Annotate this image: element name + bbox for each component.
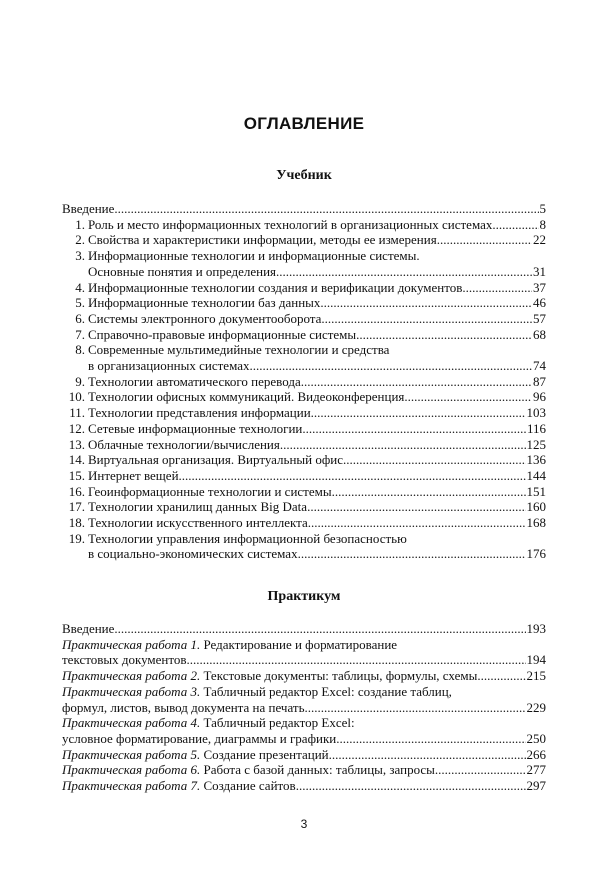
toc-entry-line	[62, 747, 546, 763]
toc-entry-title: Технологии автоматического перевода	[88, 373, 301, 389]
toc-entry-line	[62, 327, 546, 343]
toc-entry-number: 18.	[68, 515, 85, 531]
toc-entry	[62, 201, 546, 217]
toc-entry-title: в социально-экономических системах	[88, 546, 298, 562]
toc-page-number: 136	[526, 452, 546, 468]
toc-dot-leader	[435, 762, 526, 778]
toc-entry-number: 8.	[75, 342, 85, 358]
toc-entry-line	[62, 264, 546, 280]
practical-work-label: Практическая работа 2.	[62, 668, 201, 684]
toc-entry-line	[62, 201, 546, 217]
toc-entry	[62, 778, 546, 794]
toc-page-number: 103	[526, 405, 546, 421]
toc-page-number: 74	[533, 358, 546, 374]
toc-entry-line	[62, 700, 546, 716]
toc-page-number: 277	[526, 762, 546, 778]
toc-entry	[62, 232, 546, 248]
toc-entry-line	[62, 637, 546, 653]
toc-entry	[62, 248, 546, 279]
practical-work-label: Практическая работа 5.	[62, 746, 201, 762]
toc-page-number: 5	[539, 201, 546, 216]
toc-entry-line	[62, 217, 546, 233]
toc-entry-number: 10.	[68, 389, 85, 405]
toc-dot-leader	[437, 232, 532, 248]
toc-page-number: 22	[533, 232, 546, 248]
toc-entry	[62, 637, 546, 668]
toc-entry-title: Создание сайтов	[200, 778, 296, 794]
toc-page-number: 194	[526, 652, 546, 668]
toc-entry	[62, 499, 546, 515]
toc-dot-leader	[305, 700, 526, 716]
toc-entry-number: 7.	[75, 326, 85, 342]
toc-entry-title: Технологии офисных коммуникаций. Видеоконференция	[88, 389, 405, 405]
toc-dot-leader	[114, 201, 538, 217]
toc-entry-title: Табличный редактор Excel:	[200, 715, 355, 731]
toc-entry	[62, 747, 546, 763]
toc-entry-line	[62, 437, 546, 453]
toc-entry-number: 3.	[75, 248, 85, 264]
toc-entry-line	[62, 621, 546, 637]
toc-entry	[62, 295, 546, 311]
toc-dot-leader	[343, 452, 525, 468]
toc-entry-line	[62, 531, 546, 547]
toc-list-textbook	[62, 201, 546, 562]
toc-page-number: 125	[526, 436, 546, 452]
toc-entry	[62, 762, 546, 778]
practical-work-label: Практическая работа 3.	[62, 683, 201, 699]
section-heading-textbook: Учебник	[276, 168, 332, 183]
toc-entry-number: 15.	[68, 467, 85, 483]
toc-entry-title: Технологии представления информации	[88, 405, 311, 421]
toc-page-number: 144	[526, 467, 546, 483]
toc-page-number: 229	[526, 699, 546, 715]
toc-entry-title: Интернет вещей	[88, 467, 179, 483]
toc-page-number: 87	[533, 373, 546, 389]
toc-entry-number: 16.	[68, 483, 85, 499]
toc-dot-leader	[356, 327, 532, 343]
page-title: ОГЛАВЛЕНИЕ	[243, 114, 365, 133]
toc-entry	[62, 684, 546, 715]
toc-entry-line	[62, 546, 546, 562]
toc-entry-number: 11.	[69, 405, 85, 421]
toc-entry-title: Текстовые документы: таблицы, формулы, схемы	[200, 668, 478, 684]
toc-dot-leader	[332, 484, 526, 500]
toc-entry	[62, 405, 546, 421]
toc-entry-line	[62, 484, 546, 500]
toc-entry-title: в организационных системах	[88, 358, 250, 374]
toc-dot-leader	[477, 668, 525, 684]
toc-entry-number: 9.	[75, 373, 85, 389]
toc-entry-title: Информационные технологии и информационные системы.	[88, 248, 420, 264]
toc-dot-leader	[280, 437, 526, 453]
toc-page-number: 116	[526, 420, 546, 436]
toc-entry-line	[62, 232, 546, 248]
toc-entry-number: 17.	[68, 499, 85, 515]
toc-page-number: 266	[526, 746, 546, 762]
toc-dot-leader	[114, 621, 525, 637]
toc-dot-leader	[301, 374, 532, 390]
toc-entry-title: Геоинформационные технологии и системы	[88, 483, 332, 499]
toc-entry-line	[62, 452, 546, 468]
toc-entry-title: Технологии искусственного интеллекта	[88, 515, 308, 531]
toc-entry-line	[62, 280, 546, 296]
toc-dot-leader	[404, 389, 532, 405]
toc-entry-title: Облачные технологии/вычисления	[88, 436, 280, 452]
toc-entry-title: Современные мультимедийные технологии и средства	[88, 342, 390, 358]
toc-entry-line	[62, 358, 546, 374]
toc-page-number: 297	[526, 778, 546, 794]
toc-entry-line	[62, 499, 546, 515]
toc-entry-line	[62, 668, 546, 684]
toc-entry-title: Технологии управления информационной безопасностью	[88, 530, 407, 546]
toc-dot-leader	[296, 778, 526, 794]
toc-entry-title: Работа с базой данных: таблицы, запросы	[200, 762, 435, 778]
toc-dot-leader	[321, 311, 532, 327]
toc-page-number: 215	[526, 668, 546, 684]
toc-page-number: 250	[526, 730, 546, 746]
toc-dot-leader	[320, 295, 532, 311]
toc-entry-line	[62, 311, 546, 327]
toc-dot-leader	[492, 217, 538, 233]
toc-page-number: 31	[533, 263, 546, 279]
toc-entry-title: Виртуальная организация. Виртуальный офис	[88, 452, 344, 468]
toc-entry-line	[62, 684, 546, 700]
toc-entry	[62, 437, 546, 453]
practical-work-label: Практическая работа 4.	[62, 715, 201, 731]
toc-entry	[62, 217, 546, 233]
toc-page-number: 151	[526, 483, 546, 499]
toc-entry-line	[62, 405, 546, 421]
toc-entry-number: 6.	[75, 310, 85, 326]
toc-entry	[62, 468, 546, 484]
toc-entry-number: 14.	[68, 452, 85, 468]
toc-page-number: 8	[539, 216, 546, 232]
toc-entry	[62, 327, 546, 343]
toc-entry	[62, 452, 546, 468]
page-number: 3	[300, 817, 308, 831]
toc-entry-title: Информационные технологии баз данных	[88, 295, 321, 311]
toc-page-number: 96	[533, 389, 546, 405]
toc-entry-title: Сетевые информационные технологии	[88, 420, 303, 436]
toc-entry-title: Редактирование и форматирование	[200, 636, 398, 652]
toc-entry	[62, 621, 546, 637]
toc-entry	[62, 515, 546, 531]
toc-entry-title: Информационные технологии создания и верификации документов	[88, 279, 463, 295]
toc-entry-number: 4.	[75, 279, 85, 295]
toc-entry-number: 12.	[68, 420, 85, 436]
toc-dot-leader	[179, 468, 526, 484]
toc-entry	[62, 389, 546, 405]
practical-work-label: Практическая работа 7.	[62, 778, 201, 794]
toc-entry	[62, 342, 546, 373]
toc-entry-title: Системы электронного документооборота	[88, 310, 322, 326]
toc-dot-leader	[336, 731, 525, 747]
toc-entry-title: Создание презентаций	[200, 746, 329, 762]
toc-entry	[62, 715, 546, 746]
toc-entry	[62, 484, 546, 500]
toc-page-number: 57	[533, 310, 546, 326]
toc-page-number: 37	[533, 279, 546, 295]
toc-entry-line	[62, 778, 546, 794]
toc-entry-title: текстовых документов	[62, 652, 187, 668]
toc-entry-line	[62, 421, 546, 437]
toc-entry-title: Основные понятия и определения	[88, 263, 277, 279]
toc-entry-number: 13.	[68, 436, 85, 452]
toc-entry-line	[62, 731, 546, 747]
toc-entry-line	[62, 374, 546, 390]
toc-entry-line	[62, 295, 546, 311]
toc-entry-title: Свойства и характеристики информации, методы ее измерения	[88, 232, 437, 248]
toc-page-number: 46	[533, 295, 546, 311]
toc-entry-title: Введение	[62, 621, 115, 636]
toc-entry	[62, 311, 546, 327]
toc-page-number: 176	[526, 546, 546, 562]
toc-entry-line	[62, 248, 546, 264]
toc-entry-number: 2.	[75, 232, 85, 248]
toc-entry-line	[62, 652, 546, 668]
toc-entry-line	[62, 342, 546, 358]
toc-page-number: 68	[533, 326, 546, 342]
section-heading-practicum: Практикум	[267, 589, 341, 604]
toc-dot-leader	[276, 264, 532, 280]
toc-dot-leader	[187, 652, 526, 668]
toc-page-number: 168	[526, 515, 546, 531]
toc-list-practicum	[62, 621, 546, 794]
practical-work-label: Практическая работа 6.	[62, 762, 201, 778]
toc-dot-leader	[462, 280, 532, 296]
toc-entry-number: 1.	[75, 216, 85, 232]
toc-entry-line	[62, 389, 546, 405]
toc-entry-line	[62, 762, 546, 778]
toc-entry	[62, 421, 546, 437]
toc-dot-leader	[329, 747, 526, 763]
toc-entry-title: Введение	[62, 201, 115, 216]
toc-entry	[62, 668, 546, 684]
toc-entry-line	[62, 515, 546, 531]
toc-entry	[62, 374, 546, 390]
toc-page-number: 193	[526, 621, 546, 636]
toc-entry	[62, 280, 546, 296]
toc-entry-title: Роль и место информационных технологий в организационных системах	[88, 216, 493, 232]
toc-page-number: 160	[526, 499, 546, 515]
toc-entry-title: Справочно-правовые информационные системы	[88, 326, 357, 342]
toc-entry-title: формул, листов, вывод документа на печать	[62, 699, 305, 715]
toc-entry-number: 5.	[75, 295, 85, 311]
toc-entry-title: условное форматирование, диаграммы и графики	[62, 730, 337, 746]
toc-entry-number: 19.	[68, 530, 85, 546]
toc-entry-title: Табличный редактор Excel: создание таблиц,	[200, 683, 452, 699]
toc-dot-leader	[298, 546, 526, 562]
toc-dot-leader	[249, 358, 532, 374]
toc-entry-title: Технологии хранилищ данных Big Data	[88, 499, 308, 515]
toc-dot-leader	[308, 515, 526, 531]
practical-work-label: Практическая работа 1.	[62, 636, 201, 652]
toc-dot-leader	[307, 499, 525, 515]
toc-entry-line	[62, 468, 546, 484]
toc-dot-leader	[302, 421, 526, 437]
toc-entry-line	[62, 715, 546, 731]
toc-entry	[62, 531, 546, 562]
toc-dot-leader	[311, 405, 526, 421]
